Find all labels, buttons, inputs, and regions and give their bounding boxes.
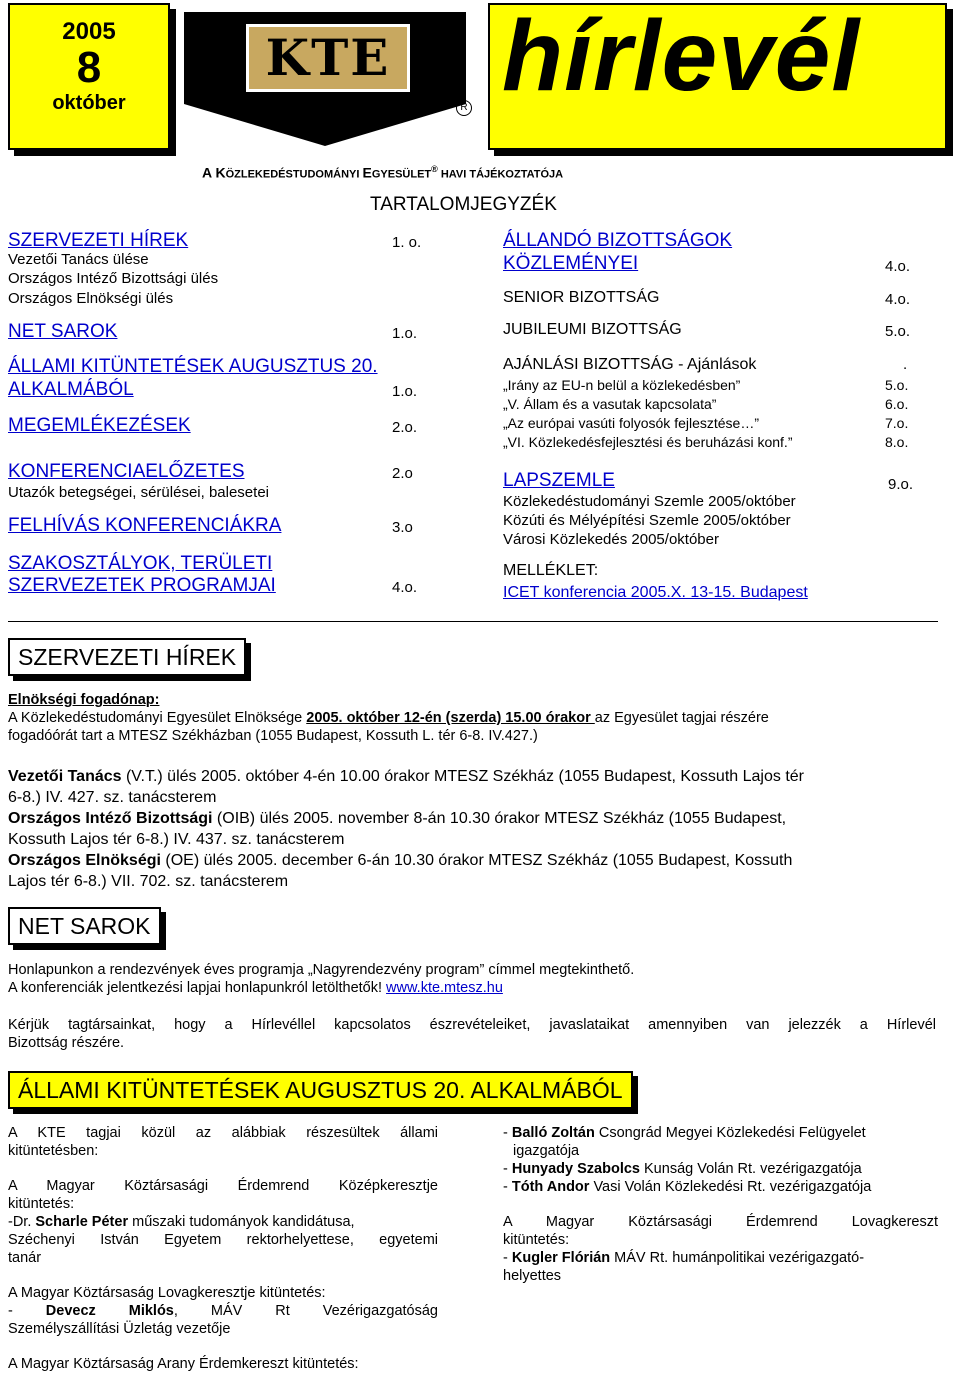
toc-page: 5.o. <box>885 377 909 393</box>
subtitle: A KÖZLEKEDÉSTUDOMÁNYI EGYESÜLET® HAVI TÁJÉKOZTATÓJA <box>202 164 564 181</box>
toc-ajanlas-item: „Irány az EU-n belül a közlekedésben” <box>503 377 741 393</box>
toc-felhivas[interactable]: FELHÍVÁS KONFERENCIÁKRA <box>8 515 282 536</box>
toc-lapszemle[interactable]: LAPSZEMLE <box>503 470 615 491</box>
toc-page: 4.o. <box>392 579 418 596</box>
net-p2-line1: Kérjük tagtársainkat, hogy a Hírlevéllel kapcsolatos észrevételeiket, javaslataikat amennyiben van jelezzék a Hírlevél <box>8 1017 936 1033</box>
toc-page: 4.o. <box>885 291 911 308</box>
toc-melleklet: MELLÉKLET: <box>503 562 599 579</box>
logo-triangle <box>184 104 466 146</box>
toc-page: 8.o. <box>885 434 909 450</box>
allami-left: A KTE tagjai közül az alábbiak részesültek állami kitüntetésben: A Magyar Köztársasági Érdemrend Középkeresztje kitüntetés: -Dr. Scharle Péter műszaki tudományok kandidátusa, Széchenyi István Egyetem rektorhelyettese, egyetemi tanár A Magyar Köztársaság Lovagkeresztje kitüntetés: - Devecz Miklós, MÁV Rt Vezérigazgatóság Személyszállítási Üzletág vezetője A Magyar Köztársaság Arany Érdemkereszt kitüntetés: <box>8 1125 438 1372</box>
toc-page: 1.o. <box>392 325 418 342</box>
oib-line1: Országos Intéző Bizottsági (OIB) ülés 2005. november 8-án 10.30 órakor MTESZ Székház (1055 Budapest, <box>8 810 787 827</box>
toc-allando[interactable]: ÁLLANDÓ BIZOTTSÁGOK <box>503 230 733 251</box>
toc-jubileumi: JUBILEUMI BIZOTTSÁG <box>503 321 682 338</box>
toc-page: 9.o. <box>888 476 914 493</box>
toc-senior: SENIOR BIZOTTSÁG <box>503 289 660 306</box>
toc-ajanlasi: AJÁNLÁSI BIZOTTSÁG - Ajánlások <box>503 356 757 373</box>
toc-szakosztalyok-2[interactable]: SZERVEZETEK PROGRAMJAI <box>8 575 276 596</box>
toc-szakosztalyok[interactable]: SZAKOSZTÁLYOK, TERÜLETI <box>8 553 273 574</box>
toc-page: 4.o. <box>885 258 911 275</box>
issue-date-box <box>8 3 170 150</box>
toc-title: TARTALOMJEGYZÉK <box>370 194 557 215</box>
section-header-allami: ÁLLAMI KITÜNTETÉSEK AUGUSZTUS 20. ALKALMÁBÓL <box>8 1071 633 1109</box>
oib-line2: Kossuth Lajos tér 6-8.) IV. 437. sz. tanácsterem <box>8 831 345 848</box>
toc-page: 6.o. <box>885 396 909 412</box>
toc-icet-link[interactable]: ICET konferencia 2005.X. 13-15. Budapest <box>503 584 808 601</box>
toc-megemlekezesek[interactable]: MEGEMLÉKEZÉSEK <box>8 415 191 436</box>
newsletter-title: hírlevél <box>502 0 861 112</box>
oe-line2: Lajos tér 6-8.) VII. 702. sz. tanácsterem <box>8 873 289 890</box>
toc-page: 3.o <box>392 519 413 536</box>
toc-allami-2[interactable]: ALKALMÁBÓL <box>8 379 134 400</box>
section-header-net: NET SAROK <box>8 907 161 945</box>
toc-page: 2.o. <box>392 419 418 436</box>
toc-ajanlas-item: „VI. Közlekedésfejlesztési és beruházási konf.” <box>503 434 793 450</box>
toc-page: 1. o. <box>392 234 422 251</box>
issue-number: 8 <box>76 43 102 92</box>
allami-right: - Balló Zoltán Csongrád Megyei Közlekedési Felügyelet igazgatója - Hunyady Szabolcs Kunság Volán Rt. vezérigazgatója - Tóth Andor Vasi Volán Közlekedési Rt. vezérigazgatója A Magyar Köztársasági Érdemrend Lovagkereszt kitüntetés: - Kugler Flórián MÁV Rt. humánpolitikai vezérigazgató- helyettes <box>503 1125 938 1284</box>
divider <box>8 621 938 622</box>
toc-sub: Országos Intéző Bizottsági ülés <box>8 270 219 287</box>
fogado-line1: A Közlekedéstudományi Egyesület Elnöksége 2005. október 12-én (szerda) 15.00 órakor az Egyesület tagjai részére <box>8 710 769 726</box>
net-p1-line2: A konferenciák jelentkezési lapjai honlapunkról letölthetők! www.kte.mtesz.hu <box>8 980 503 996</box>
toc-allami[interactable]: ÁLLAMI KITÜNTETÉSEK AUGUSZTUS 20. <box>8 356 378 377</box>
toc-sub: Országos Elnökségi ülés <box>8 290 174 307</box>
toc-net[interactable]: NET SAROK <box>8 321 118 342</box>
oe-line1: Országos Elnökségi (OE) ülés 2005. december 6-án 10.30 órakor MTESZ Székház (1055 Budapest, Kossuth <box>8 852 793 869</box>
vt-line2: 6-8.) IV. 427. sz. tanácsterem <box>8 789 217 806</box>
toc-page: . <box>903 356 908 373</box>
fogado-line2: fogadóórát tart a MTESZ Székházban (1055 Budapest, Kossuth L. tér 6-8. IV.427.) <box>8 728 538 744</box>
toc-ajanlas-item: „Az európai vasúti folyosók fejlesztése…” <box>503 415 759 431</box>
toc-ajanlas-item: „V. Állam és a vasutak kapcsolata” <box>503 396 717 412</box>
toc-page: 1.o. <box>392 383 418 400</box>
toc-lap-item: Közúti és Mélyépítési Szemle 2005/október <box>503 512 791 529</box>
section-header-szervezeti: SZERVEZETI HÍREK <box>8 638 246 676</box>
issue-month: október <box>52 92 126 114</box>
toc-konferenciaelozetes[interactable]: KONFERENCIAELŐZETES <box>8 461 245 482</box>
kte-website-link[interactable]: www.kte.mtesz.hu <box>386 980 503 996</box>
toc-page: 7.o. <box>885 415 909 431</box>
toc-page: 5.o. <box>885 323 911 340</box>
toc-sub: Utazók betegségei, sérülései, balesetei <box>8 484 269 501</box>
kte-logo <box>184 12 466 104</box>
toc-page: 2.o <box>392 465 413 482</box>
vt-line1: Vezetői Tanács (V.T.) ülés 2005. október 4-én 10.00 órakor MTESZ Székház (1055 Budapest, Kossuth Lajos tér <box>8 768 804 785</box>
registered-mark: R <box>456 100 472 116</box>
title-box <box>488 0 947 150</box>
logo-text: KTE <box>265 28 391 87</box>
toc-allando-2[interactable]: KÖZLEMÉNYEI <box>503 253 639 274</box>
net-p1-line1: Honlapunkon a rendezvények éves programja „Nagyrendezvény program” címmel megtekinthető. <box>8 962 635 978</box>
toc-szervezeti[interactable]: SZERVEZETI HÍREK <box>8 230 189 251</box>
net-p2-line2: Bizottság részére. <box>8 1035 125 1051</box>
toc-lap-item: Közlekedéstudományi Szemle 2005/október <box>503 493 796 510</box>
fogado-label: Elnökségi fogadónap: <box>8 692 160 708</box>
toc-sub: Vezetői Tanács ülése <box>8 251 149 268</box>
issue-year: 2005 <box>62 18 116 45</box>
toc-lap-item: Városi Közlekedés 2005/október <box>503 531 719 548</box>
